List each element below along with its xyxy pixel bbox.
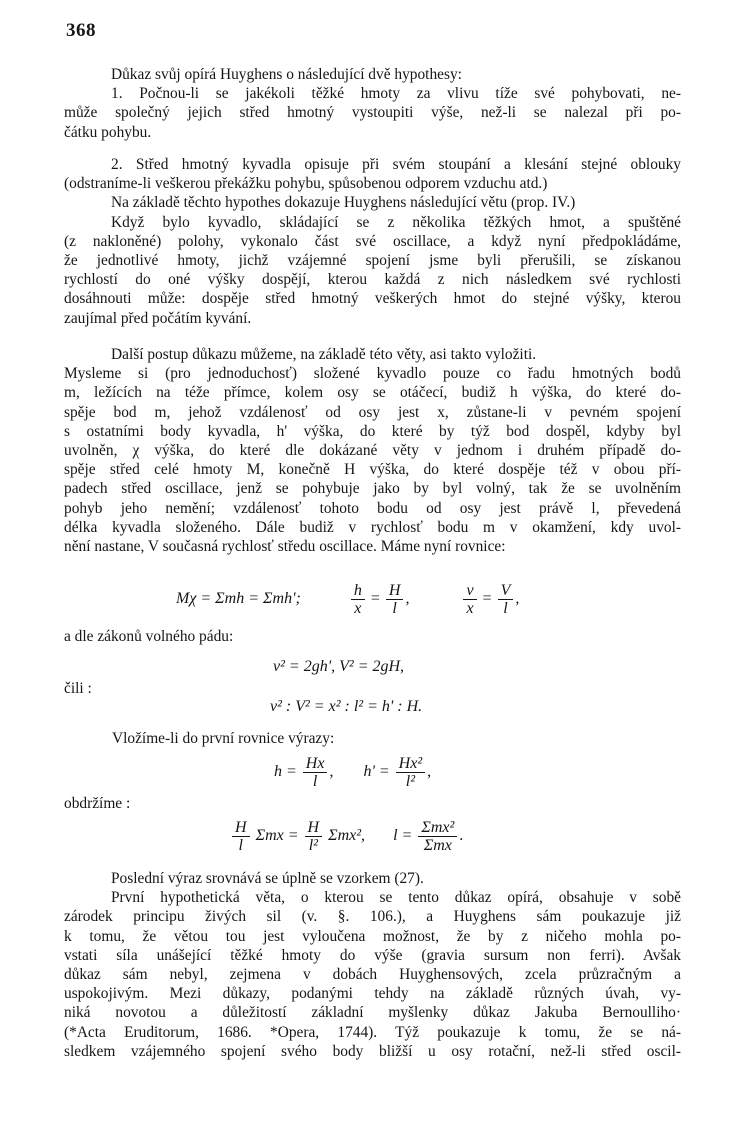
equation-5: $\frac{H}{l}$ Σmx = $\frac{H}{\text{l²}}$ Σmx², l = $\frac{\text{Σmx²}}{\text{Σmx}}$ . — [230, 819, 463, 854]
text-line: (*Acta Eruditorum, 1686. *Opera, 1744). Týž poukazuje k tomu, že se ná- — [64, 1023, 681, 1041]
equation-3: v² : V² = x² : l² = h' : H. — [270, 698, 423, 715]
text-line: délka kyvadla složeného. Dále budiž v rychlosť bodu m v okamžení, kdy uvol- — [64, 518, 681, 536]
equation-4: h = $\frac{Hx}{l}$ , h' = $\frac{\text{Hx²}}{\text{l²}}$ , — [274, 755, 432, 790]
fraction-numerator: Σmx² — [418, 819, 457, 837]
fraction-denominator: l — [392, 600, 397, 617]
text-line: 1. Počnou-li se jakékoli těžké hmoty za vlivu tíže své pohybovati, ne- — [111, 85, 681, 103]
text-line: uspokojivým. Mezi důkazy, podanými tehdy na základě různých úvah, vy- — [64, 985, 681, 1003]
text-line: 2. Střed hmotný kyvadla opisuje při svém stoupání a klesání stejné oblouky — [111, 156, 681, 173]
fraction-numerator: H — [386, 582, 404, 600]
text-line: První hypothetická věta, o kterou se tento důkaz opírá, obsahuje v sobě — [111, 889, 681, 907]
text-line: důkaz sám nebyl, zejmena v dobách Huyghensových, zcela průzračným a — [64, 965, 681, 983]
text-line: spěje bod m, jehož vzdálenosť od osy jest x, zůstane-li v pevném spojení — [64, 403, 681, 421]
fraction-denominator: l — [503, 600, 508, 617]
fraction — [305, 819, 323, 854]
text-line: Poslední výraz srovnává se úplně se vzorkem (27). — [111, 870, 424, 887]
page-number: 368 — [66, 20, 96, 41]
fraction-numerator: Hx — [303, 755, 328, 773]
fraction — [498, 582, 514, 617]
text-line: vstati síla unášející těžké hmoty do výše (gravia sursum non ferri). Avšak — [64, 946, 681, 964]
text-line: s ostatními body kyvadla, h' výška, do které by týž bod dospěl, kdyby byl — [64, 422, 681, 440]
fraction-numerator: V — [498, 582, 514, 600]
text-line: Důkaz svůj opírá Huyghens o následující dvě hypothesy: — [111, 66, 462, 83]
fraction — [463, 582, 476, 617]
text-line: k tomu, že větou tou jest vyloučena možnost, že by z ničeho mohla po- — [64, 927, 681, 945]
text-line: sledkem vzájemného spojení svého body bližší u osy rotační, než-li střed oscil- — [64, 1042, 681, 1060]
text-line: (z nakloněné) polohy, vykonalo část své oscillace, a když nyní předpokládáme, — [64, 232, 681, 250]
text-line: uvolněn, χ výška, do které dle dokázané věty v jednom i druhém případě do- — [64, 441, 681, 459]
fraction-numerator: H — [232, 819, 250, 837]
text-line: může společný jejich střed hmotný vystoupiti výše, než-li se nalezal při po- — [64, 104, 681, 122]
fraction-numerator: v — [463, 582, 476, 600]
fraction-denominator: l — [312, 773, 318, 790]
label-cili: čili : — [64, 680, 92, 697]
fraction-numerator: H — [305, 819, 323, 837]
text-line: Na základě těchto hypothes dokazuje Huyghens následující větu (prop. IV.) — [111, 194, 576, 212]
text-line: čátku pohybu. — [64, 123, 152, 141]
paragraph-conclusion — [64, 870, 681, 1062]
eq5-a-rest: Σmx = — [255, 827, 299, 845]
fraction-denominator: x — [466, 600, 474, 617]
text-line: m, ležících na téže přímce, kolem osy se otáčecí, budiž h výška, do které do- — [64, 384, 681, 402]
eq1-left: Mχ = Σmh = Σmh'; — [176, 590, 301, 608]
text-line: padech střed oscillace, jenž se pohybuje jako by byl volný, tak že se uvolněním — [64, 480, 681, 498]
text-line: zaujímal před počátím kyvání. — [64, 309, 252, 327]
fraction-numerator: h — [351, 582, 365, 600]
fraction-denominator: x — [354, 600, 362, 617]
equation-2: v² = 2gh', V² = 2gH, — [273, 658, 405, 675]
text-line: nění nastane, V současná rychlosť středu oscillace. Máme nyní rovnice: — [64, 537, 506, 555]
text-line: že jednotlivé hmoty, jichž vzájemné spojení jsme byli přerušili, se získanou — [64, 251, 681, 269]
fraction — [396, 755, 425, 790]
fraction — [232, 819, 250, 854]
text-line: zárodek principu živých sil (v. §. 106.), a Huyghens sám poukazuje již — [64, 908, 681, 926]
text-line: rychlostí do oné výšky dospějí, kterou každá z nich následkem své rychlosti — [64, 271, 681, 289]
fraction-denominator: l — [238, 837, 243, 854]
equation-1: Mχ = Σmh = Σmh'; $\frac{h}{x}$ = $\frac{H}{l}$ , $\frac{v}{x}$ = $\frac{V}{l}$ , — [176, 582, 520, 617]
fraction-denominator: l² — [308, 837, 318, 854]
eq4-h-lhs: h = — [274, 763, 297, 781]
text-line: Další postup důkazu můžeme, na základě této věty, asi takto vyložiti. — [111, 346, 537, 363]
text-line: niká novotou a důležitostí základní myšlenky důkaz Jakuba Bernoulliho· — [64, 1004, 681, 1022]
eq4-hp-lhs: h' = — [363, 763, 390, 781]
text-line: dosáhnouti může: dospěje střed hmotný veškerých hmot do stejné výšky, kterou — [64, 290, 681, 308]
text-line: pohyb jeho nemění; vzdálenosť tohoto bodu od osy jest právě l, převedená — [64, 499, 681, 517]
text-line: (odstraníme-li veškerou překážku pohybu, spůsobenou odporem vzduchu atd.) — [64, 175, 548, 193]
paragraph-theorem — [64, 156, 681, 329]
text-line: spěje střed celé hmoty M, konečně H výška, do které dospěje též v obou pří- — [64, 461, 681, 479]
label-obtain: obdržíme : — [64, 795, 131, 812]
eq5-b-rest: Σmx², — [328, 827, 366, 845]
label-substitute: Vložíme-li do první rovnice výrazy: — [112, 730, 335, 747]
fraction — [351, 582, 365, 617]
fraction — [303, 755, 328, 790]
eq5-c-lhs: l = — [393, 827, 413, 845]
fraction — [386, 582, 404, 617]
paragraph-hypotheses — [64, 66, 681, 143]
fraction-denominator: l² — [405, 773, 416, 790]
text-line: Mysleme si (pro jednoduchosť) složené kyvadlo pouze co řadu hmotných bodů — [64, 365, 681, 383]
label-free-fall: a dle zákonů volného pádu: — [64, 628, 234, 645]
text-line: Když bylo kyvadlo, skládající se z několika těžkých hmot, a spuštěné — [111, 213, 681, 231]
fraction-denominator: Σmx — [423, 837, 452, 854]
fraction-numerator: Hx² — [396, 755, 425, 773]
fraction — [418, 819, 457, 854]
paragraph-proof — [64, 346, 681, 557]
